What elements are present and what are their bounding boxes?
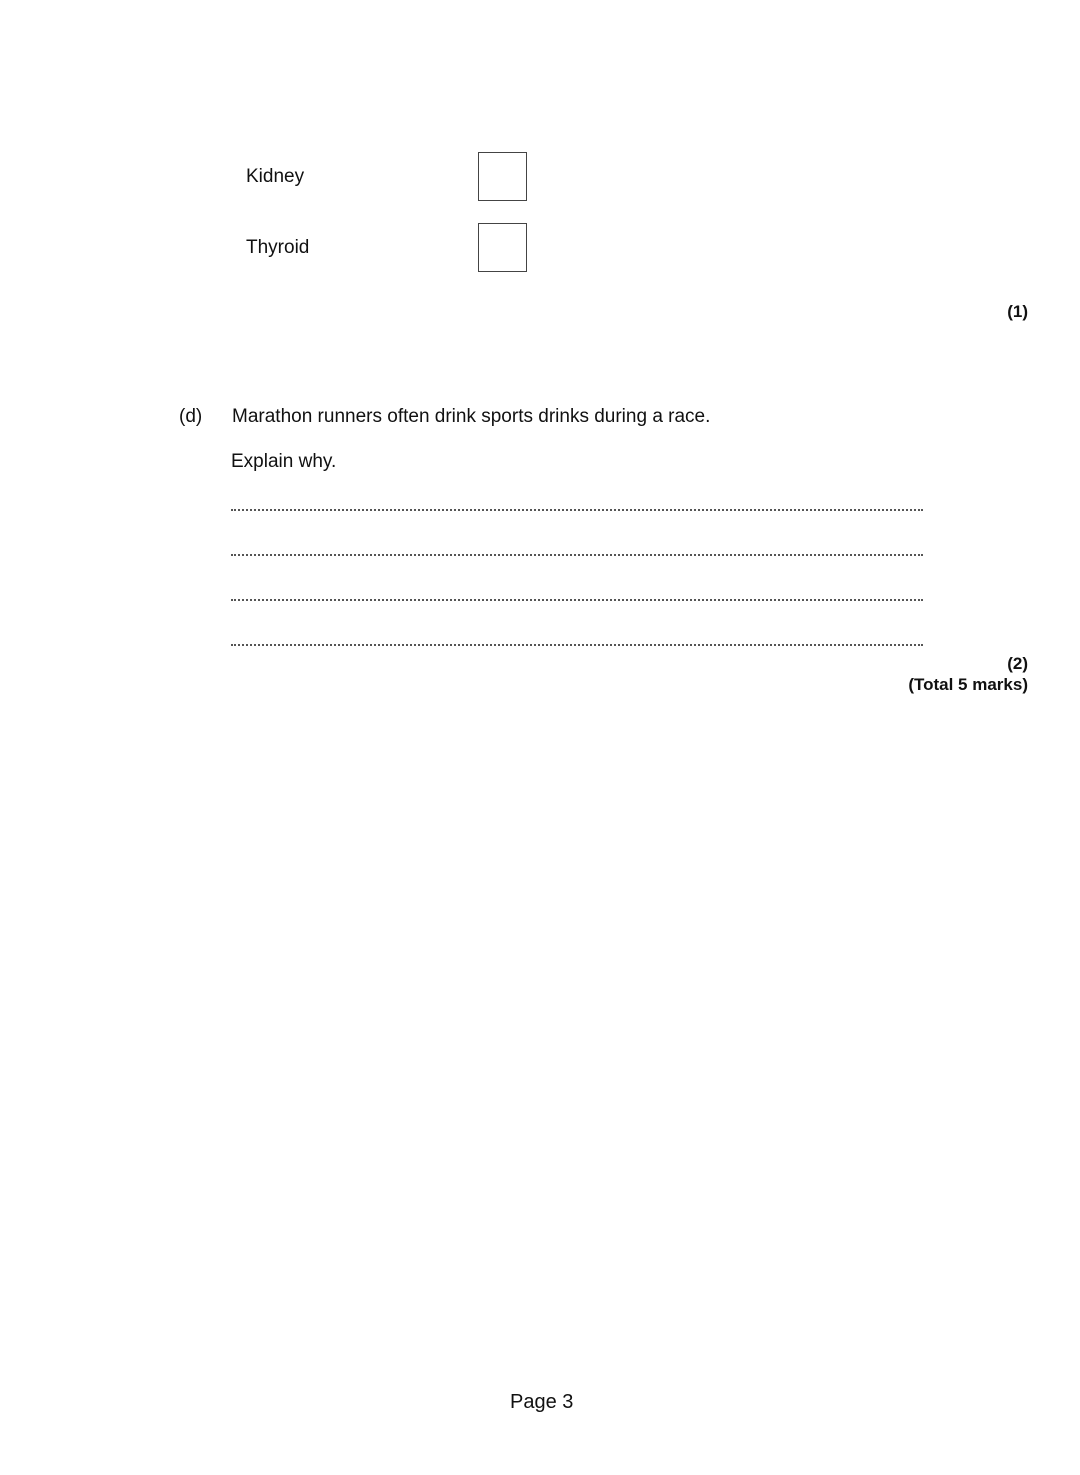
marks-part-c: (1) <box>1007 302 1028 321</box>
option-label-thyroid: Thyroid <box>246 237 310 258</box>
answer-line-2[interactable] <box>231 554 923 556</box>
answer-line-3[interactable] <box>231 599 923 601</box>
question-text-d: Marathon runners often drink sports drinks during a race. <box>232 406 711 427</box>
question-letter-d: (d) <box>179 406 203 427</box>
total-marks: (Total 5 marks) <box>908 675 1028 694</box>
question-instruction-d: Explain why. <box>231 451 337 472</box>
page-number: Page 3 <box>510 1391 574 1413</box>
answer-line-1[interactable] <box>231 509 923 511</box>
marks-part-d: (2) <box>1007 654 1028 673</box>
option-label-kidney: Kidney <box>246 166 305 187</box>
answer-line-4[interactable] <box>231 644 923 646</box>
checkbox-thyroid[interactable] <box>478 223 527 272</box>
checkbox-kidney[interactable] <box>478 152 527 201</box>
